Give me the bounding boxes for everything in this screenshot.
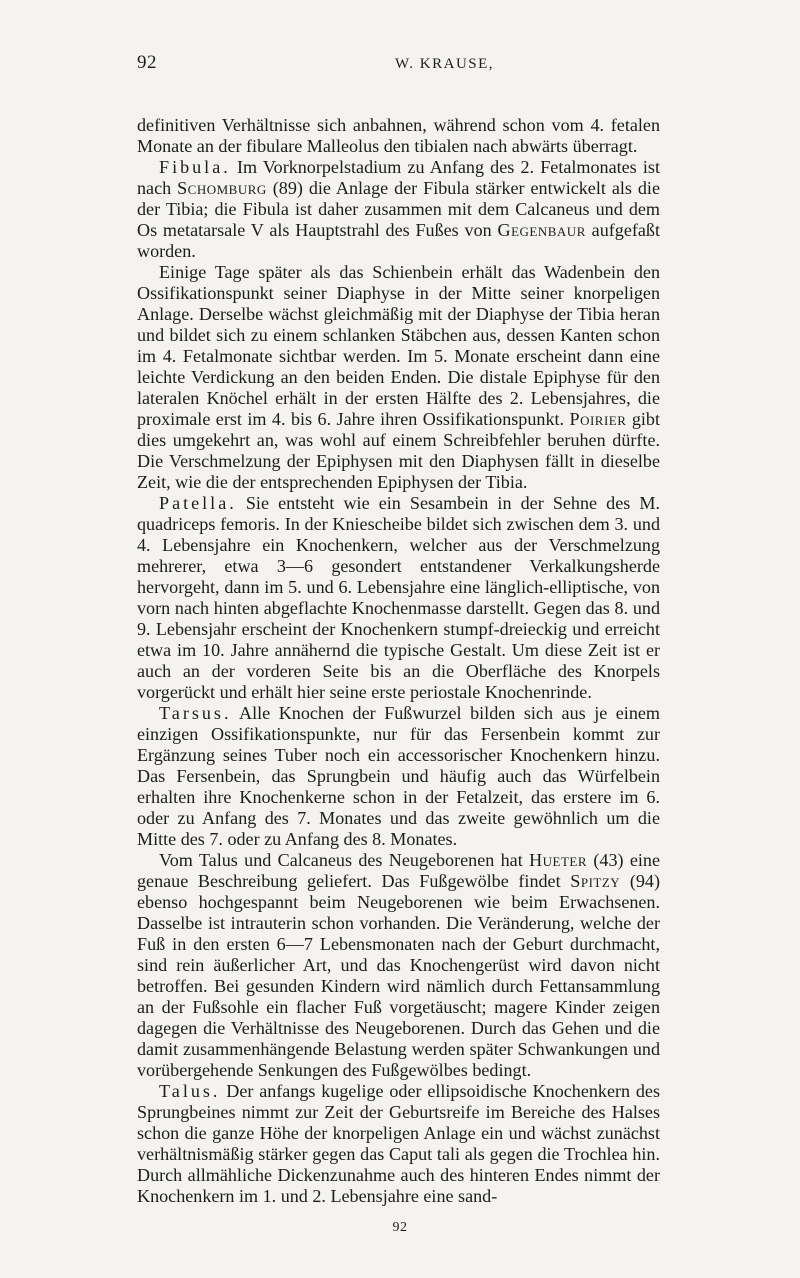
paragraph-tarsus: Tarsus. Alle Knochen der Fußwurzel bilden sich aus je einem einzigen Ossifikationspunkte, nur für das Fersenbein kommt zur Ergänzung seines Tuber noch ein accessorischer Knochenkern hinzu. Das Fersenbein, das Sprungbein und häufig auch das Würfelbein erhalten ihre Knochenkerne schon in der Fetalzeit, das erstere im 6. oder zu Anfang des 7. Monates und das zweite gewöhnlich um die Mitte des 7. oder zu Anfang des 8. Monates.	[137, 703, 660, 849]
paragraph-talus-calcaneus: Vom Talus und Calcaneus des Neugeborenen hat Hueter (43) eine genaue Beschreibung geliefert. Das Fußgewölbe findet Spitzy (94) ebenso hochgespannt beim Neugeborenen wie beim Erwachsenen. Dasselbe ist intrauterin schon vorhanden. Die Veränderung, welche der Fuß in den ersten 6—7 Lebensmonaten nach der Geburt durchmacht, sind rein äußerlicher Art, und das Knochengerüst wird davon nicht betroffen. Bei gesunden Kindern wird nämlich durch Fettansammlung an der Fußsohle ein flacher Fuß vorgetäuscht; magere Kinder zeigen dagegen die Verhältnisse des Neugeborenen. Durch das Gehen und die damit zusammenhängende Belastung werden später Schwankungen und vorübergehende Senkungen des Fußgewölbes bedingt.	[137, 850, 660, 1080]
page-number-bottom: 92	[392, 1220, 408, 1235]
section-term-talus: Talus.	[159, 1081, 221, 1101]
running-head: W. KRAUSE,	[395, 56, 495, 72]
paragraph-wadenbein: Einige Tage später als das Schienbein erhält das Wadenbein den Ossifikationspunkt seiner Diaphyse in der Mitte seiner knorpeligen Anlage. Derselbe wächst gleichmäßig mit der Diaphyse der Tibia heran und bildet sich zu einem schlanken Stäbchen aus, dessen Kanten schon im 4. Fetalmonate sichtbar werden. Im 5. Monate erscheint dann eine leichte Verdickung an den beiden Enden. Die distale Epiphyse für den lateralen Knöchel erhält in der ersten Hälfte des 2. Lebensjahres, die proximale erst im 4. bis 6. Jahre ihren Ossifikationspunkt. Poirier gibt dies umgekehrt an, was wohl auf einem Schreibfehler beruhen dürfte. Die Verschmelzung der Epiphysen mit den Diaphysen fällt in dieselbe Zeit, wie die der entsprechenden Epiphysen der Tibia.	[137, 262, 661, 492]
author-name: Hueter	[529, 850, 588, 870]
paragraph-patella: Patella. Sie entsteht wie ein Sesambein in der Sehne des M. quadriceps femoris. In der Kniescheibe bildet sich zwischen dem 3. und 4. Lebensjahre ein Knochenkern, welcher aus der Verschmelzung mehrerer, etwa 3—6 gesondert entstandener Verkalkungsherde hervorgeht, dann im 5. und 6. Lebensjahre eine länglich-elliptische, von vorn nach hinten abgeflachte Knochenmasse darstellt. Gegen das 8. und 9. Lebensjahr erscheint der Knochenkern stumpf-dreieckig und erreicht etwa im 10. Jahre annähernd die typische Gestalt. Um diese Zeit ist er auch an der vorderen Seite bis an die Oberfläche des Knorpels vorgerückt und erhält hier seine erste periostale Knochenrinde.	[137, 493, 660, 702]
page-header	[137, 52, 657, 82]
paragraph-talus: Talus. Der anfangs kugelige oder ellipsoidische Knochenkern des Sprungbeines nimmt zur Zeit der Geburtsreife im Bereiche des Halses schon die ganze Höhe der knorpeligen Anlage ein und wächst zunächst verhältnismäßig stärker gegen das Caput tali als gegen die Trochlea hin. Durch allmähliche Dickenzunahme auch des hinteren Endes nimmt der Knochenkern im 1. und 2. Lebensjahre eine sand-	[137, 1081, 660, 1206]
paragraph-continuation: definitiven Verhältnisse sich anbahnen, während schon vom 4. fetalen Monate an der fibulare Malleolus den tibialen nach abwärts überragt.	[137, 115, 660, 156]
author-name: Schomburg	[177, 178, 267, 198]
page-number-top: 92	[137, 52, 157, 73]
section-term-patella: Patella.	[159, 493, 237, 513]
section-term-fibula: Fibula.	[159, 157, 231, 177]
paragraph-fibula: Fibula. Im Vorknorpelstadium zu Anfang des 2. Fetalmonates ist nach Schomburg (89) die Anlage der Fibula stärker entwickelt als die der Tibia; die Fibula ist daher zusammen mit dem Calcaneus und dem Os metatarsale V als Hauptstrahl des Fußes von Gegenbaur aufgefaßt worden.	[137, 157, 660, 261]
body-text	[137, 115, 660, 1207]
author-name: Gegenbaur	[497, 220, 586, 240]
author-name: Poirier	[569, 409, 627, 429]
author-name: Spitzy	[570, 871, 621, 891]
section-term-tarsus: Tarsus.	[159, 703, 232, 723]
